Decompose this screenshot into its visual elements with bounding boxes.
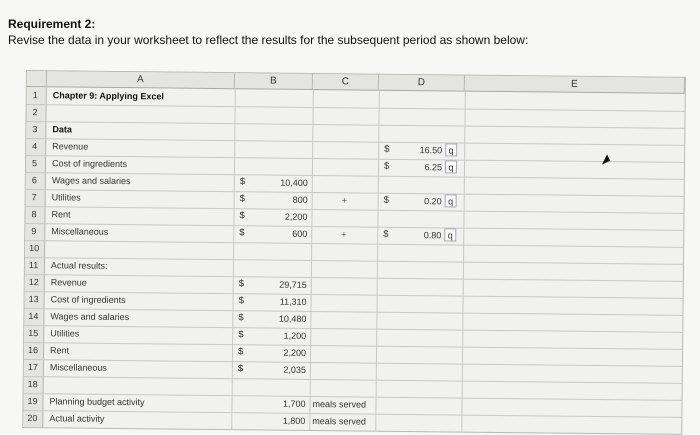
cell-b8[interactable]: 2,200 bbox=[284, 211, 308, 222]
cell-a16-rent[interactable]: Rent bbox=[50, 345, 70, 356]
cell-a15-utilities[interactable]: Utilities bbox=[50, 328, 80, 339]
cell-b20[interactable]: 1,800 bbox=[282, 415, 306, 426]
cell-c19-unit[interactable]: meals served bbox=[312, 399, 367, 410]
cell-a6-wages[interactable]: Wages and salaries bbox=[51, 175, 131, 187]
cell-b17[interactable]: 2,035 bbox=[283, 364, 306, 375]
dollar-sign: $ bbox=[383, 160, 390, 172]
dollar-sign: $ bbox=[239, 210, 245, 222]
dollar-sign: $ bbox=[238, 329, 244, 341]
dollar-sign: $ bbox=[237, 363, 244, 375]
row-number[interactable]: 11 bbox=[28, 260, 39, 271]
row-number[interactable]: 12 bbox=[28, 277, 39, 288]
column-header-c[interactable]: C bbox=[313, 74, 379, 91]
column-header-d[interactable]: D bbox=[379, 75, 465, 92]
cell-c7-plus[interactable]: + bbox=[341, 195, 347, 206]
worksheet bbox=[22, 70, 686, 435]
cell-d9[interactable]: 0.80 bbox=[423, 230, 442, 241]
row-number[interactable]: 16 bbox=[28, 345, 39, 356]
row-number[interactable]: 15 bbox=[28, 328, 39, 339]
dollar-sign: $ bbox=[238, 295, 244, 307]
row-number[interactable]: 9 bbox=[31, 226, 37, 237]
cell-b9[interactable]: 600 bbox=[292, 228, 308, 239]
row-number[interactable]: 8 bbox=[31, 209, 37, 220]
cell-b12[interactable]: 29,715 bbox=[279, 279, 307, 290]
row-number[interactable]: 4 bbox=[32, 141, 38, 152]
row-number[interactable]: 20 bbox=[27, 413, 38, 424]
row-number[interactable]: 5 bbox=[31, 158, 38, 169]
dollar-sign: $ bbox=[239, 176, 246, 188]
dollar-sign: $ bbox=[384, 143, 390, 155]
cell-b13[interactable]: 11,310 bbox=[279, 296, 307, 307]
cell-b15[interactable]: 1,200 bbox=[283, 330, 307, 341]
row-number[interactable]: 6 bbox=[31, 175, 37, 186]
dollar-sign: $ bbox=[383, 228, 389, 240]
row-number[interactable]: 2 bbox=[32, 107, 38, 118]
cell-c20-unit[interactable]: meals served bbox=[312, 416, 366, 427]
dollar-sign: $ bbox=[383, 194, 390, 206]
cell-a3-data[interactable]: Data bbox=[52, 124, 72, 135]
row-number[interactable]: 7 bbox=[31, 192, 37, 203]
row-number[interactable]: 18 bbox=[27, 379, 38, 390]
row-number[interactable]: 17 bbox=[27, 362, 38, 373]
cell-b14[interactable]: 10,480 bbox=[278, 313, 307, 324]
cell-a13-cost[interactable]: Cost of ingredients bbox=[50, 294, 126, 306]
cell-d5[interactable]: 6.25 bbox=[424, 162, 443, 173]
cell-b16[interactable]: 2,200 bbox=[283, 347, 307, 358]
cell-d7[interactable]: 0.20 bbox=[424, 196, 442, 207]
row-number[interactable]: 13 bbox=[28, 294, 39, 305]
row-number[interactable]: 1 bbox=[32, 90, 38, 101]
cell-b6[interactable]: 10,400 bbox=[280, 177, 308, 188]
column-header-a[interactable]: A bbox=[47, 71, 235, 89]
q-marker: q bbox=[445, 143, 457, 156]
cell-a14-wages[interactable]: Wages and salaries bbox=[50, 311, 130, 323]
cell-a9-misc[interactable]: Miscellaneous bbox=[51, 226, 109, 237]
row-number[interactable]: 3 bbox=[32, 124, 38, 135]
row-number[interactable]: 14 bbox=[28, 311, 39, 322]
cell-a1-title[interactable]: Chapter 9: Applying Excel bbox=[52, 90, 164, 102]
column-header-e[interactable]: E bbox=[465, 76, 685, 94]
cell-a4-revenue[interactable]: Revenue bbox=[52, 141, 89, 152]
requirement-title: Requirement 2: bbox=[8, 17, 96, 31]
cell-b19[interactable]: 1,700 bbox=[282, 398, 306, 409]
dollar-sign: $ bbox=[238, 278, 245, 290]
q-marker: q bbox=[445, 194, 457, 207]
cell-a20-actual-activity[interactable]: Actual activity bbox=[49, 413, 105, 424]
cell-a17-misc[interactable]: Miscellaneous bbox=[49, 362, 107, 373]
dollar-sign: $ bbox=[239, 193, 246, 205]
q-marker: q bbox=[445, 160, 457, 173]
requirement-description: Revise the data in your worksheet to reflect the results for the subsequent period as shown below: bbox=[8, 33, 529, 47]
dollar-sign: $ bbox=[238, 346, 244, 358]
cell-a19-planning[interactable]: Planning budget activity bbox=[49, 396, 145, 408]
row-number[interactable]: 10 bbox=[29, 243, 40, 254]
cell-a11-actual[interactable]: Actual results: bbox=[50, 260, 108, 271]
cell-a8-rent[interactable]: Rent bbox=[51, 209, 71, 220]
dollar-sign: $ bbox=[238, 312, 244, 324]
row-number[interactable]: 19 bbox=[27, 396, 38, 407]
cell-a5-cost[interactable]: Cost of ingredients bbox=[51, 158, 128, 170]
cell-c9-plus[interactable]: + bbox=[341, 229, 347, 240]
cell-d4[interactable]: 16.50 bbox=[419, 145, 443, 156]
column-header-b[interactable]: B bbox=[235, 73, 313, 90]
cell-b7[interactable]: 800 bbox=[292, 194, 308, 205]
cell-a7-utilities[interactable]: Utilities bbox=[51, 192, 81, 203]
corner-cell[interactable] bbox=[27, 71, 47, 87]
q-marker: q bbox=[444, 228, 456, 241]
dollar-sign: $ bbox=[239, 227, 245, 239]
cell-a12-revenue[interactable]: Revenue bbox=[50, 277, 87, 288]
